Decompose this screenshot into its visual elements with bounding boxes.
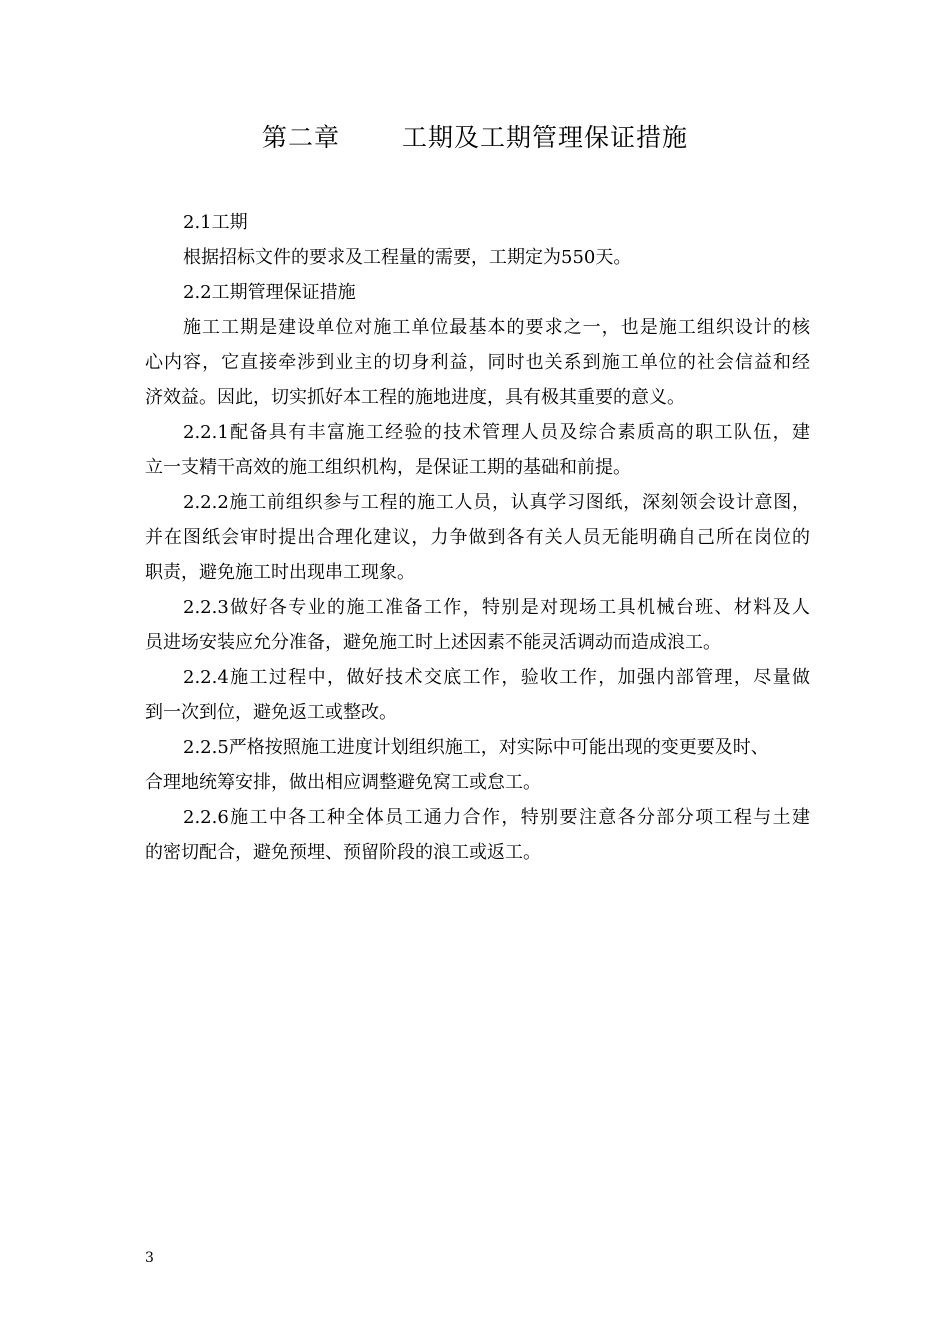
paragraph-line: 合理地统筹安排，做出相应调整避免窝工或怠工。 (145, 772, 541, 793)
section-heading-2-1: 2.1工期 (183, 212, 248, 233)
section-heading-2-2: 2.2工期管理保证措施 (183, 282, 356, 303)
paragraph-line: 的密切配合，避免预埋、预留阶段的浪工或返工。 (145, 842, 541, 863)
chapter-number: 第二章 (261, 123, 340, 152)
paragraph-line: 根据招标文件的要求及工程量的需要，工期定为550天。 (183, 247, 632, 268)
paragraph-line: 员进场安装应允分准备，避免施工时上述因素不能灵活调动而造成浪工。 (145, 632, 721, 653)
paragraph-line: 2.2.6施工中各工种全体员工通力合作，特别要注意各分部分项工程与土建 (183, 807, 810, 828)
paragraph-line: 心内容，它直接牵涉到业主的切身利益，同时也关系到施工单位的社会信益和经 (145, 352, 810, 373)
paragraph-line: 到一次到位，避免返工或整改。 (145, 702, 397, 723)
page-number: 3 (145, 1250, 154, 1266)
chapter-heading (0, 118, 950, 158)
paragraph-line: 立一支精干高效的施工组织机构，是保证工期的基础和前提。 (145, 457, 631, 478)
paragraph-line: 2.2.3做好各专业的施工准备工作，特别是对现场工具机械台班、材料及人 (183, 597, 810, 618)
paragraph-line: 施工工期是建设单位对施工单位最基本的要求之一，也是施工组织设计的核 (183, 317, 810, 338)
document-body (145, 205, 810, 870)
paragraph-line: 2.2.4施工过程中，做好技术交底工作，验收工作，加强内部管理，尽量做 (183, 667, 810, 688)
paragraph-line: 并在图纸会审时提出合理化建议，力争做到各有关人员无能明确自己所在岗位的 (145, 527, 810, 548)
paragraph-line: 职责，避免施工时出现串工现象。 (145, 562, 415, 583)
paragraph-line: 2.2.2施工前组织参与工程的施工人员，认真学习图纸，深刻领会设计意图， (183, 492, 810, 513)
paragraph-line: 济效益。因此，切实抓好本工程的施地进度，具有极其重要的意义。 (145, 387, 685, 408)
paragraph-line: 2.2.1配备具有丰富施工经验的技术管理人员及综合素质高的职工队伍，建 (183, 422, 810, 443)
chapter-title: 工期及工期管理保证措施 (402, 123, 689, 152)
paragraph-line: 2.2.5严格按照施工进度计划组织施工，对实际中可能出现的变更要及时、 (183, 737, 769, 758)
